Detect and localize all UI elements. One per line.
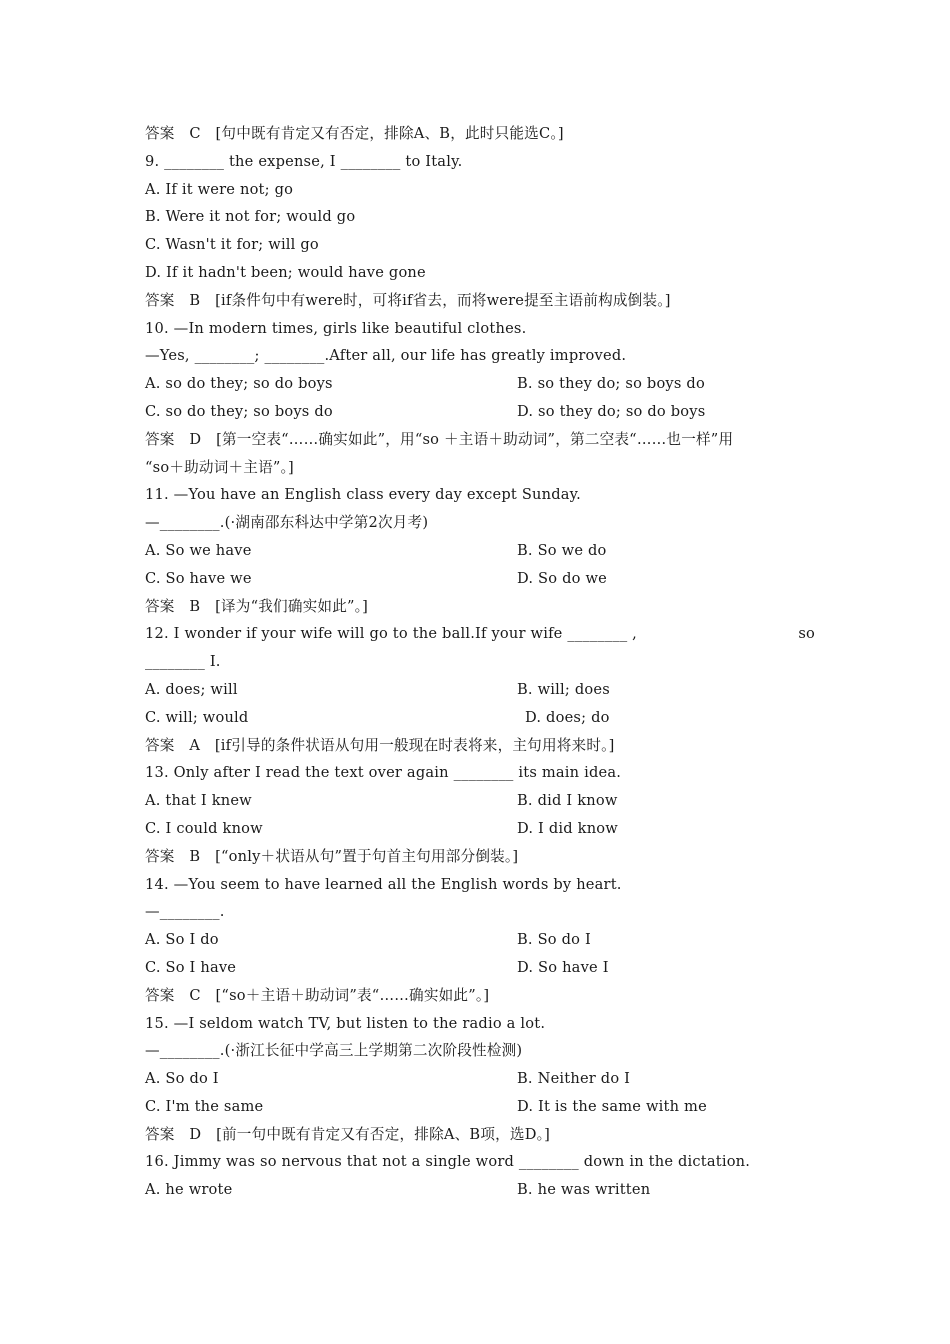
option-left: A. he wrote — [145, 1181, 233, 1199]
text-line: 15. —I seldom watch TV, but listen to the radio a lot. — [145, 1014, 546, 1032]
question-line — [145, 620, 815, 648]
option-right: B. he was written — [517, 1181, 651, 1199]
option-right: B. did I know — [517, 792, 618, 810]
option-left: A. So I do — [145, 931, 219, 949]
text-line: —________.(·浙江长征中学高三上学期第二次阶段性检测) — [145, 1042, 523, 1060]
option-right: B. So we do — [517, 541, 607, 559]
option-row — [145, 787, 815, 815]
option-right: D. I did know — [517, 819, 618, 837]
option-left: C. so do they; so boys do — [145, 402, 333, 420]
text-line: A. If it were not; go — [145, 180, 294, 198]
option-right: D. does; do — [525, 708, 610, 726]
text-line: —________. — [145, 903, 225, 921]
text-line: “so＋助动词＋主语”。] — [145, 458, 294, 476]
text-line: D. If it hadn't been; would have gone — [145, 263, 426, 281]
exercise-content — [145, 120, 815, 1204]
text-line: 答案 D [第一空表“……确实如此”，用“so ＋主语＋助动词”，第二空表“……也一样”用 — [145, 430, 734, 448]
option-right: D. It is the same with me — [517, 1097, 707, 1115]
option-row — [145, 565, 815, 593]
question-text-end: so — [798, 625, 815, 643]
text-line: 答案 B [“only＋状语从句”置于句首主句用部分倒装。] — [145, 847, 519, 865]
option-left: C. So have we — [145, 569, 252, 587]
option-left: A. So we have — [145, 541, 252, 559]
option-right: D. So have I — [517, 958, 609, 976]
question-text: 12. I wonder if your wife will go to the ball.If your wife ________ , — [145, 625, 637, 643]
option-right: B. Neither do I — [517, 1070, 631, 1088]
option-right: D. so they do; so do boys — [517, 402, 706, 420]
option-left: A. that I knew — [145, 792, 252, 810]
option-right: B. so they do; so boys do — [517, 375, 705, 393]
option-row — [145, 537, 815, 565]
option-row — [145, 1065, 815, 1093]
option-right: D. So do we — [517, 569, 607, 587]
text-line: —Yes, ________; ________.After all, our life has greatly improved. — [145, 347, 627, 365]
option-row — [145, 815, 815, 843]
option-row — [145, 398, 815, 426]
option-row — [145, 1093, 815, 1121]
option-row — [145, 676, 815, 704]
text-line: —________.(·湖南邵东科达中学第2次月考) — [145, 514, 429, 532]
text-line: 答案 D [前一句中既有肯定又有否定，排除A、B项，选D。] — [145, 1125, 551, 1143]
option-right: B. So do I — [517, 931, 591, 949]
option-row — [145, 370, 815, 398]
option-row — [145, 1176, 815, 1204]
text-line: 9. ________ the expense, I ________ to Italy. — [145, 152, 463, 170]
option-row — [145, 954, 815, 982]
option-left: A. so do they; so do boys — [145, 375, 333, 393]
text-line: 10. —In modern times, girls like beautiful clothes. — [145, 319, 527, 337]
option-right: B. will; does — [517, 680, 610, 698]
text-line: 答案 C [句中既有肯定又有否定，排除A、B，此时只能选C。] — [145, 125, 564, 142]
option-row — [145, 926, 815, 954]
text-line: 11. —You have an English class every day except Sunday. — [145, 486, 582, 504]
text-line: 答案 A [if引导的条件状语从句用一般现在时表将来，主句用将来时。] — [145, 736, 615, 754]
text-line: ________ I. — [145, 653, 221, 671]
option-left: C. I'm the same — [145, 1097, 264, 1115]
option-left: C. I could know — [145, 819, 263, 837]
text-line: 答案 B [if条件句中有were时，可将if省去，而将were提至主语前构成倒装。] — [145, 291, 671, 309]
option-left: A. So do I — [145, 1070, 219, 1088]
option-left: A. does; will — [145, 680, 238, 698]
option-left: C. will; would — [145, 708, 249, 726]
text-line: 13. Only after I read the text over again ________ its main idea. — [145, 764, 622, 782]
text-line: 答案 B [译为“我们确实如此”。] — [145, 597, 369, 615]
option-left: C. So I have — [145, 958, 237, 976]
option-row — [145, 704, 815, 732]
text-line: B. Were it not for; would go — [145, 208, 356, 226]
text-line: C. Wasn't it for; will go — [145, 236, 319, 254]
text-line: 14. —You seem to have learned all the English words by heart. — [145, 875, 622, 893]
text-line: 16. Jimmy was so nervous that not a single word ________ down in the dictation. — [145, 1153, 751, 1171]
text-line: 答案 C [“so＋主语＋助动词”表“……确实如此”。] — [145, 986, 490, 1004]
